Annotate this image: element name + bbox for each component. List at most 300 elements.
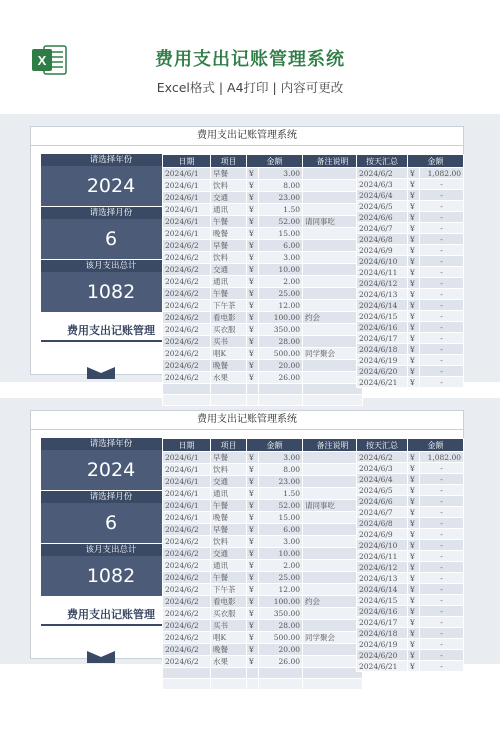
summary-row bbox=[357, 639, 464, 650]
cell-currency: ¥ bbox=[247, 348, 259, 360]
cell-day: 2024/6/9 bbox=[357, 529, 408, 540]
summary-row bbox=[357, 573, 464, 584]
cell-currency: ¥ bbox=[247, 300, 259, 312]
cell-amount[interactable] bbox=[259, 384, 303, 395]
table-row bbox=[163, 560, 363, 572]
cell-item[interactable]: 通讯 bbox=[211, 204, 247, 216]
cell-currency: ¥ bbox=[247, 252, 259, 264]
cell-note[interactable] bbox=[303, 180, 363, 192]
table-row bbox=[163, 192, 363, 204]
cell-note[interactable]: 约会 bbox=[303, 596, 363, 608]
summary-row bbox=[357, 311, 464, 322]
cell-date[interactable] bbox=[163, 679, 211, 690]
summary-row bbox=[357, 300, 464, 311]
month-label: 请选择月份 bbox=[41, 207, 181, 219]
cell-currency: ¥ bbox=[247, 192, 259, 204]
cell-note[interactable] bbox=[303, 679, 363, 690]
cell-note[interactable] bbox=[303, 536, 363, 548]
cell-note[interactable] bbox=[303, 168, 363, 180]
cell-item[interactable]: 早餐 bbox=[211, 524, 247, 536]
cell-date[interactable]: 2024/6/1 bbox=[163, 488, 211, 500]
cell-currency: ¥ bbox=[408, 529, 420, 540]
cell-amount[interactable]: 350.00 bbox=[259, 324, 303, 336]
cell-day-amount: - bbox=[420, 256, 464, 267]
cell-currency: ¥ bbox=[408, 377, 420, 388]
cell-note[interactable] bbox=[303, 488, 363, 500]
cell-day: 2024/6/12 bbox=[357, 278, 408, 289]
cell-note[interactable]: 请同事吃 bbox=[303, 216, 363, 228]
cell-item[interactable]: 交通 bbox=[211, 192, 247, 204]
cell-currency: ¥ bbox=[408, 595, 420, 606]
col-header-item: 项目 bbox=[211, 439, 247, 452]
cell-day: 2024/6/7 bbox=[357, 223, 408, 234]
cell-item[interactable] bbox=[211, 679, 247, 690]
cell-item[interactable]: 晚餐 bbox=[211, 228, 247, 240]
cell-amount[interactable]: 500.00 bbox=[259, 632, 303, 644]
col-header-date: 日期 bbox=[163, 439, 211, 452]
cell-day: 2024/6/5 bbox=[357, 485, 408, 496]
cell-note[interactable] bbox=[303, 372, 363, 384]
summary-row bbox=[357, 212, 464, 223]
col-header-note: 备注说明 bbox=[303, 439, 363, 452]
table-row bbox=[163, 476, 363, 488]
cell-date[interactable]: 2024/6/1 bbox=[163, 476, 211, 488]
cell-date[interactable]: 2024/6/2 bbox=[163, 252, 211, 264]
cell-currency: ¥ bbox=[408, 190, 420, 201]
cell-note[interactable] bbox=[303, 452, 363, 464]
cell-note[interactable] bbox=[303, 264, 363, 276]
cell-currency: ¥ bbox=[408, 628, 420, 639]
cell-amount[interactable]: 1.50 bbox=[259, 488, 303, 500]
col-header-item: 项目 bbox=[211, 155, 247, 168]
cell-note[interactable] bbox=[303, 620, 363, 632]
cell-date[interactable]: 2024/6/1 bbox=[163, 216, 211, 228]
cell-amount[interactable]: 12.00 bbox=[259, 300, 303, 312]
cell-amount[interactable]: 100.00 bbox=[259, 312, 303, 324]
cell-item[interactable]: 通讯 bbox=[211, 560, 247, 572]
cell-date[interactable]: 2024/6/2 bbox=[163, 536, 211, 548]
cell-note[interactable] bbox=[303, 252, 363, 264]
cell-amount[interactable]: 3.00 bbox=[259, 168, 303, 180]
cell-item[interactable]: 交通 bbox=[211, 264, 247, 276]
cell-day-amount: - bbox=[420, 366, 464, 377]
cell-note[interactable] bbox=[303, 608, 363, 620]
cell-date[interactable]: 2024/6/2 bbox=[163, 312, 211, 324]
cell-item[interactable]: 午餐 bbox=[211, 288, 247, 300]
cell-amount[interactable]: 12.00 bbox=[259, 584, 303, 596]
cell-currency: ¥ bbox=[247, 324, 259, 336]
year-label: 请选择年份 bbox=[41, 154, 181, 166]
cell-item[interactable]: 水果 bbox=[211, 372, 247, 384]
cell-day-amount: 1,082.00 bbox=[420, 168, 464, 179]
month-selector[interactable]: 6 bbox=[41, 503, 181, 543]
cell-currency bbox=[247, 679, 259, 690]
summary-row bbox=[357, 661, 464, 672]
cell-currency: ¥ bbox=[408, 344, 420, 355]
table-row bbox=[163, 216, 363, 228]
summary-row bbox=[357, 168, 464, 179]
cell-day: 2024/6/8 bbox=[357, 518, 408, 529]
summary-row bbox=[357, 584, 464, 595]
cell-item[interactable]: 水果 bbox=[211, 656, 247, 668]
cell-date[interactable]: 2024/6/1 bbox=[163, 512, 211, 524]
cell-amount[interactable]: 350.00 bbox=[259, 608, 303, 620]
cell-note[interactable] bbox=[303, 512, 363, 524]
cell-day: 2024/6/12 bbox=[357, 562, 408, 573]
sheet-title: 费用支出记账管理系统 bbox=[31, 127, 463, 146]
fold-icon bbox=[87, 649, 115, 663]
cell-amount[interactable]: 3.00 bbox=[259, 252, 303, 264]
cell-date[interactable]: 2024/6/2 bbox=[163, 584, 211, 596]
cell-note[interactable]: 约会 bbox=[303, 312, 363, 324]
cell-note[interactable] bbox=[303, 548, 363, 560]
cell-date[interactable]: 2024/6/1 bbox=[163, 204, 211, 216]
cell-date[interactable]: 2024/6/2 bbox=[163, 572, 211, 584]
cell-date[interactable]: 2024/6/1 bbox=[163, 180, 211, 192]
table-row bbox=[163, 524, 363, 536]
fold-icon bbox=[87, 365, 115, 379]
month-label: 请选择月份 bbox=[41, 491, 181, 503]
cell-amount[interactable]: 3.00 bbox=[259, 452, 303, 464]
cell-amount[interactable]: 6.00 bbox=[259, 524, 303, 536]
cell-item[interactable]: 通讯 bbox=[211, 488, 247, 500]
cell-day-amount: - bbox=[420, 485, 464, 496]
cell-date[interactable]: 2024/6/2 bbox=[163, 276, 211, 288]
cell-amount[interactable]: 25.00 bbox=[259, 572, 303, 584]
table-row bbox=[163, 512, 363, 524]
cell-amount[interactable]: 23.00 bbox=[259, 476, 303, 488]
cell-item[interactable]: 唱K bbox=[211, 348, 247, 360]
cell-date[interactable]: 2024/6/2 bbox=[163, 240, 211, 252]
cell-note[interactable] bbox=[303, 276, 363, 288]
cell-amount[interactable]: 8.00 bbox=[259, 464, 303, 476]
cell-amount[interactable]: 3.00 bbox=[259, 536, 303, 548]
cell-currency: ¥ bbox=[408, 256, 420, 267]
cell-item[interactable]: 饮料 bbox=[211, 252, 247, 264]
cell-item[interactable]: 买书 bbox=[211, 620, 247, 632]
cell-date[interactable]: 2024/6/1 bbox=[163, 168, 211, 180]
table-row bbox=[163, 168, 363, 180]
cell-date[interactable] bbox=[163, 668, 211, 679]
sheet-title: 费用支出记账管理系统 bbox=[31, 411, 463, 430]
cell-amount[interactable]: 52.00 bbox=[259, 500, 303, 512]
cell-date[interactable]: 2024/6/2 bbox=[163, 336, 211, 348]
cell-date[interactable]: 2024/6/2 bbox=[163, 372, 211, 384]
cell-date[interactable]: 2024/6/1 bbox=[163, 452, 211, 464]
summary-row bbox=[357, 223, 464, 234]
cell-currency: ¥ bbox=[408, 606, 420, 617]
cell-item[interactable]: 午餐 bbox=[211, 500, 247, 512]
cell-day: 2024/6/13 bbox=[357, 289, 408, 300]
cell-date[interactable]: 2024/6/2 bbox=[163, 360, 211, 372]
daily-summary-table bbox=[356, 154, 464, 388]
cell-currency: ¥ bbox=[247, 228, 259, 240]
cell-date[interactable]: 2024/6/2 bbox=[163, 596, 211, 608]
cell-note[interactable]: 同学聚会 bbox=[303, 632, 363, 644]
cell-amount[interactable]: 20.00 bbox=[259, 360, 303, 372]
cell-amount[interactable] bbox=[259, 668, 303, 679]
cell-item[interactable]: 早餐 bbox=[211, 240, 247, 252]
cell-item[interactable] bbox=[211, 384, 247, 395]
table-row bbox=[163, 500, 363, 512]
cell-day-amount: - bbox=[420, 245, 464, 256]
cell-date[interactable]: 2024/6/1 bbox=[163, 228, 211, 240]
cell-currency: ¥ bbox=[408, 452, 420, 463]
table-row bbox=[163, 372, 363, 384]
cell-amount[interactable]: 100.00 bbox=[259, 596, 303, 608]
cell-item[interactable]: 唱K bbox=[211, 632, 247, 644]
cell-date[interactable]: 2024/6/1 bbox=[163, 464, 211, 476]
cell-currency: ¥ bbox=[408, 223, 420, 234]
cell-date[interactable]: 2024/6/2 bbox=[163, 288, 211, 300]
cell-day-amount: 1,082.00 bbox=[420, 452, 464, 463]
cell-item[interactable]: 晚餐 bbox=[211, 644, 247, 656]
col-header-note: 备注说明 bbox=[303, 155, 363, 168]
table-row bbox=[163, 264, 363, 276]
cell-day: 2024/6/4 bbox=[357, 190, 408, 201]
cell-day: 2024/6/10 bbox=[357, 256, 408, 267]
cell-day: 2024/6/20 bbox=[357, 366, 408, 377]
summary-row bbox=[357, 595, 464, 606]
month-selector[interactable]: 6 bbox=[41, 219, 181, 259]
cell-item[interactable]: 买书 bbox=[211, 336, 247, 348]
cell-note[interactable] bbox=[303, 476, 363, 488]
cell-day: 2024/6/14 bbox=[357, 300, 408, 311]
cell-note[interactable] bbox=[303, 384, 363, 395]
table-row bbox=[163, 204, 363, 216]
cell-currency: ¥ bbox=[247, 204, 259, 216]
cell-note[interactable]: 请同事吃 bbox=[303, 500, 363, 512]
cell-day-amount: - bbox=[420, 606, 464, 617]
cell-note[interactable] bbox=[303, 524, 363, 536]
table-row bbox=[163, 348, 363, 360]
cell-currency: ¥ bbox=[408, 507, 420, 518]
cell-currency bbox=[247, 395, 259, 406]
cell-note[interactable] bbox=[303, 644, 363, 656]
cell-note[interactable] bbox=[303, 204, 363, 216]
year-selector[interactable]: 2024 bbox=[41, 450, 181, 490]
cell-currency: ¥ bbox=[408, 661, 420, 672]
side-title: 费用支出记账管理 bbox=[41, 606, 181, 626]
cell-day-amount: - bbox=[420, 661, 464, 672]
cell-item[interactable]: 晚餐 bbox=[211, 360, 247, 372]
cell-note[interactable] bbox=[303, 656, 363, 668]
summary-row bbox=[357, 366, 464, 377]
cell-note[interactable] bbox=[303, 324, 363, 336]
cell-day-amount: - bbox=[420, 223, 464, 234]
cell-note[interactable] bbox=[303, 240, 363, 252]
cell-day: 2024/6/6 bbox=[357, 496, 408, 507]
cell-item[interactable]: 早餐 bbox=[211, 168, 247, 180]
cell-currency: ¥ bbox=[247, 560, 259, 572]
cell-day-amount: - bbox=[420, 562, 464, 573]
cell-amount[interactable]: 28.00 bbox=[259, 620, 303, 632]
cell-amount[interactable]: 10.00 bbox=[259, 264, 303, 276]
sheet-preview-1 bbox=[30, 126, 464, 387]
control-panel bbox=[41, 154, 181, 342]
cell-date[interactable]: 2024/6/2 bbox=[163, 524, 211, 536]
cell-item[interactable]: 饮料 bbox=[211, 180, 247, 192]
table-row bbox=[163, 300, 363, 312]
cell-note[interactable] bbox=[303, 336, 363, 348]
cell-currency: ¥ bbox=[408, 485, 420, 496]
cell-day-amount: - bbox=[420, 344, 464, 355]
daily-summary-table bbox=[356, 438, 464, 672]
cell-amount[interactable] bbox=[259, 395, 303, 406]
cell-currency: ¥ bbox=[247, 524, 259, 536]
cell-note[interactable] bbox=[303, 288, 363, 300]
cell-day: 2024/6/16 bbox=[357, 322, 408, 333]
cell-item[interactable]: 晚餐 bbox=[211, 512, 247, 524]
cell-day: 2024/6/8 bbox=[357, 234, 408, 245]
cell-item[interactable]: 买衣服 bbox=[211, 608, 247, 620]
cell-currency: ¥ bbox=[247, 276, 259, 288]
cell-item[interactable]: 午餐 bbox=[211, 216, 247, 228]
cell-date[interactable]: 2024/6/2 bbox=[163, 644, 211, 656]
summary-row bbox=[357, 377, 464, 388]
cell-item[interactable]: 交通 bbox=[211, 476, 247, 488]
side-title: 费用支出记账管理 bbox=[41, 322, 181, 342]
cell-date[interactable]: 2024/6/2 bbox=[163, 656, 211, 668]
cell-amount[interactable] bbox=[259, 679, 303, 690]
cell-currency: ¥ bbox=[247, 608, 259, 620]
summary-row bbox=[357, 507, 464, 518]
cell-amount[interactable]: 52.00 bbox=[259, 216, 303, 228]
cell-day-amount: - bbox=[420, 267, 464, 278]
cell-item[interactable]: 饮料 bbox=[211, 464, 247, 476]
table-row bbox=[163, 656, 363, 668]
cell-date[interactable]: 2024/6/2 bbox=[163, 608, 211, 620]
expense-table bbox=[162, 438, 363, 690]
cell-note[interactable] bbox=[303, 360, 363, 372]
cell-day-amount: - bbox=[420, 628, 464, 639]
summary-row bbox=[357, 551, 464, 562]
page-subtitle: Excel格式 | A4打印 | 内容可更改 bbox=[156, 80, 344, 95]
cell-amount[interactable]: 20.00 bbox=[259, 644, 303, 656]
cell-item[interactable]: 买衣服 bbox=[211, 324, 247, 336]
cell-note[interactable] bbox=[303, 192, 363, 204]
cell-item[interactable]: 看电影 bbox=[211, 312, 247, 324]
cell-amount[interactable]: 1.50 bbox=[259, 204, 303, 216]
cell-day-amount: - bbox=[420, 496, 464, 507]
cell-day-amount: - bbox=[420, 573, 464, 584]
cell-note[interactable] bbox=[303, 395, 363, 406]
cell-note[interactable]: 同学聚会 bbox=[303, 348, 363, 360]
cell-amount[interactable]: 2.00 bbox=[259, 276, 303, 288]
cell-day-amount: - bbox=[420, 595, 464, 606]
cell-item[interactable]: 交通 bbox=[211, 548, 247, 560]
cell-date[interactable]: 2024/6/2 bbox=[163, 560, 211, 572]
cell-date[interactable]: 2024/6/1 bbox=[163, 500, 211, 512]
cell-amount[interactable]: 500.00 bbox=[259, 348, 303, 360]
cell-amount[interactable]: 28.00 bbox=[259, 336, 303, 348]
cell-item[interactable]: 下午茶 bbox=[211, 300, 247, 312]
cell-date[interactable]: 2024/6/2 bbox=[163, 620, 211, 632]
cell-amount[interactable]: 6.00 bbox=[259, 240, 303, 252]
cell-item[interactable]: 通讯 bbox=[211, 276, 247, 288]
cell-date[interactable]: 2024/6/2 bbox=[163, 548, 211, 560]
cell-amount[interactable]: 26.00 bbox=[259, 372, 303, 384]
monthly-total: 1082 bbox=[41, 272, 181, 312]
cell-note[interactable] bbox=[303, 668, 363, 679]
cell-day: 2024/6/9 bbox=[357, 245, 408, 256]
cell-day: 2024/6/2 bbox=[357, 168, 408, 179]
cell-amount[interactable]: 23.00 bbox=[259, 192, 303, 204]
cell-item[interactable]: 午餐 bbox=[211, 572, 247, 584]
cell-currency: ¥ bbox=[247, 548, 259, 560]
cell-note[interactable] bbox=[303, 560, 363, 572]
cell-amount[interactable]: 25.00 bbox=[259, 288, 303, 300]
cell-date[interactable]: 2024/6/2 bbox=[163, 632, 211, 644]
cell-day: 2024/6/17 bbox=[357, 333, 408, 344]
cell-amount[interactable]: 26.00 bbox=[259, 656, 303, 668]
summary-row bbox=[357, 322, 464, 333]
cell-date[interactable] bbox=[163, 395, 211, 406]
cell-date[interactable]: 2024/6/2 bbox=[163, 348, 211, 360]
cell-note[interactable] bbox=[303, 584, 363, 596]
table-row bbox=[163, 632, 363, 644]
cell-item[interactable] bbox=[211, 395, 247, 406]
summary-row bbox=[357, 518, 464, 529]
cell-day-amount: - bbox=[420, 333, 464, 344]
summary-row bbox=[357, 496, 464, 507]
summary-row bbox=[357, 540, 464, 551]
cell-note[interactable] bbox=[303, 300, 363, 312]
table-row bbox=[163, 572, 363, 584]
cell-amount[interactable]: 8.00 bbox=[259, 180, 303, 192]
cell-currency: ¥ bbox=[247, 264, 259, 276]
cell-currency: ¥ bbox=[408, 311, 420, 322]
cell-date[interactable]: 2024/6/2 bbox=[163, 264, 211, 276]
cell-amount[interactable]: 2.00 bbox=[259, 560, 303, 572]
cell-amount[interactable]: 15.00 bbox=[259, 512, 303, 524]
summary-row bbox=[357, 190, 464, 201]
cell-item[interactable]: 下午茶 bbox=[211, 584, 247, 596]
year-selector[interactable]: 2024 bbox=[41, 166, 181, 206]
cell-note[interactable] bbox=[303, 228, 363, 240]
summary-row bbox=[357, 256, 464, 267]
cell-date[interactable] bbox=[163, 384, 211, 395]
cell-amount[interactable]: 10.00 bbox=[259, 548, 303, 560]
cell-currency: ¥ bbox=[408, 278, 420, 289]
summary-row bbox=[357, 179, 464, 190]
cell-date[interactable]: 2024/6/1 bbox=[163, 192, 211, 204]
total-label: 该月支出总计 bbox=[41, 544, 181, 556]
cell-note[interactable] bbox=[303, 572, 363, 584]
cell-date[interactable]: 2024/6/2 bbox=[163, 324, 211, 336]
summary-row bbox=[357, 201, 464, 212]
cell-currency: ¥ bbox=[247, 572, 259, 584]
col-header-amount: 金额 bbox=[247, 439, 303, 452]
table-row bbox=[163, 488, 363, 500]
cell-day: 2024/6/19 bbox=[357, 355, 408, 366]
table-row bbox=[163, 228, 363, 240]
cell-item[interactable]: 早餐 bbox=[211, 452, 247, 464]
cell-currency: ¥ bbox=[247, 464, 259, 476]
cell-currency: ¥ bbox=[408, 573, 420, 584]
summary-row bbox=[357, 278, 464, 289]
cell-date[interactable]: 2024/6/2 bbox=[163, 300, 211, 312]
col-header-day-amount: 金额 bbox=[408, 155, 464, 168]
cell-item[interactable] bbox=[211, 668, 247, 679]
cell-item[interactable]: 饮料 bbox=[211, 536, 247, 548]
cell-note[interactable] bbox=[303, 464, 363, 476]
cell-item[interactable]: 看电影 bbox=[211, 596, 247, 608]
table-row bbox=[163, 452, 363, 464]
cell-day-amount: - bbox=[420, 650, 464, 661]
cell-day-amount: - bbox=[420, 212, 464, 223]
cell-amount[interactable]: 15.00 bbox=[259, 228, 303, 240]
